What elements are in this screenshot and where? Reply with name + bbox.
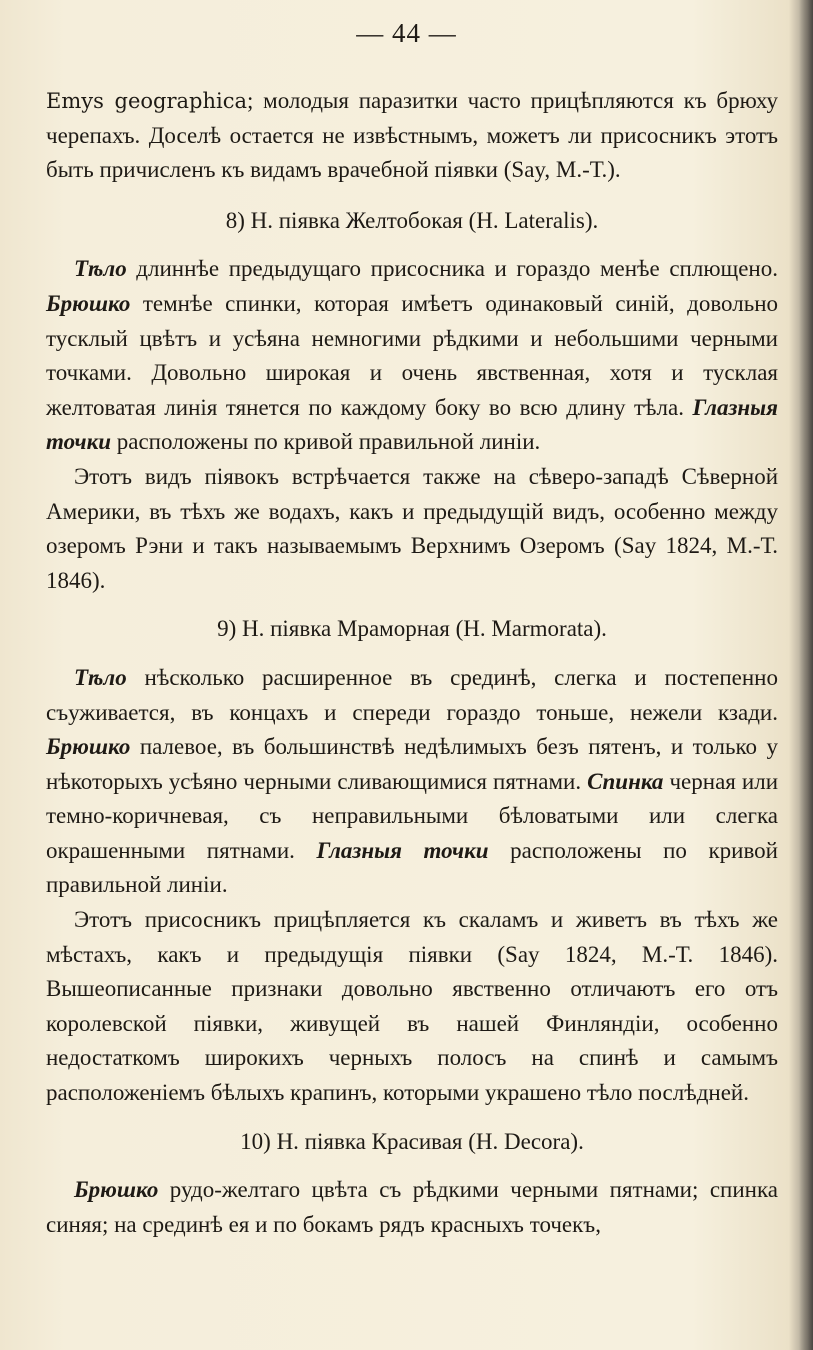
- page-number: — 44 —: [356, 18, 457, 48]
- paragraph-5: Этотъ присосникъ прицѣпляется къ скаламъ и живетъ въ тѣхъ же мѣстахъ, какъ и предыдущія піявки (Say 1824, М.-Т. 1846). Вышеописанные признаки довольно явственно отличаютъ его отъ королевской піявки, живущей въ нашей Финляндіи, особенно недостаткомъ широкихъ черныхъ полосъ на спинѣ и самымъ расположеніемъ бѣлыхъ крапинъ, которыми украшено тѣло послѣдней.: [46, 907, 778, 1106]
- paragraph-6: [46, 1173, 778, 1242]
- paragraph-6-text: рудо-желтаго цвѣта съ рѣдкими черными пятнами; спинка синяя; на срединѣ ея и по бокамъ рядъ красныхъ точекъ,: [46, 1177, 778, 1237]
- term-belly: Брюшко: [46, 290, 131, 316]
- page-body: [46, 84, 778, 1242]
- section-heading-8: 8) Н. піявка Желтобокая (Н. Lateralis).: [225, 207, 599, 233]
- paragraph-1-text: ; молодыя паразитки часто прицѣпляются къ брюху черепахъ. Доселѣ остается не извѣстнымъ, можетъ ли присосникъ этотъ быть причисленъ къ видамъ врачебной піявки (Say, М.-Т.).: [46, 88, 778, 183]
- term-belly: Брюшко: [46, 734, 131, 760]
- paragraph-1: [46, 84, 778, 188]
- term-eye-spots: Глазныя точки: [316, 837, 489, 863]
- paragraph-2-text-b: темнѣе спинки, которая имѣетъ одинаковый синій, довольно тусклый цвѣтъ и усѣяна немногими рѣдкими и небольшими черными точками. Довольно широкая и очень явственная, хотя и тусклая желтоватая линія тянется по каждому боку во всю длину тѣла.: [46, 290, 778, 420]
- paragraph-2-text-a: длиннѣе предыдущаго присосника и гораздо менѣе сплющено.: [126, 256, 778, 282]
- paragraph-4-text-a: нѣсколько расширенное въ срединѣ, слегка и постепенно съуживается, въ концахъ и спереди гораздо тоньше, нежели кзади.: [46, 664, 778, 725]
- term-body: Тѣло: [74, 256, 127, 282]
- latin-species-name: Emys geographica: [46, 89, 248, 113]
- paragraph-3: Этотъ видъ піявокъ встрѣчается также на сѣверо-западѣ Сѣверной Америки, въ тѣхъ же водахъ, какъ и предыдущій видъ, особенно между озеромъ Рэни и такъ называемымъ Верхнимъ Озеромъ (Say 1824, М.-Т. 1846).: [46, 463, 778, 593]
- term-belly: Брюшко: [74, 1177, 159, 1203]
- paragraph-4-text-d: расположены по кривой правильной линіи.: [46, 837, 778, 898]
- paragraph-4-text-c: черная или темно-коричневая, съ неправильными бѣловатыми или слегка окрашенными пятнами.: [46, 768, 779, 863]
- term-body: Тѣло: [74, 664, 127, 690]
- term-eye-spots: Глазныя точки: [46, 394, 778, 455]
- section-heading-10: 10) Н. піявка Красивая (Н. Decora).: [240, 1128, 584, 1154]
- section-heading-9: 9) Н. піявка Мраморная (Н. Marmorata).: [217, 616, 607, 642]
- paragraph-4-text-b: палевое, въ большинствѣ недѣлимыхъ безъ пятенъ, и только у нѣкоторыхъ усѣяно черными сливающимися пятнами.: [46, 734, 778, 794]
- paragraph-4: [46, 661, 778, 903]
- paragraph-2-text-c: расположены по кривой правильной линіи.: [111, 429, 541, 455]
- paragraph-2: [46, 252, 778, 460]
- term-back: Спинка: [587, 768, 664, 794]
- page-edge-shadow: [799, 0, 813, 1350]
